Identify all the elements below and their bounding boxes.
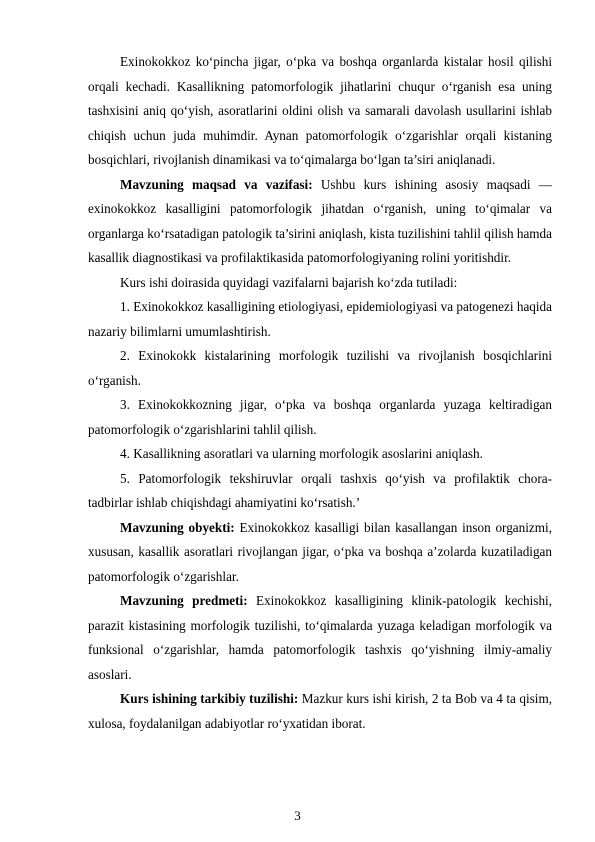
task-item-4: 4. Kasallikning asoratlari va ularning morfologik asoslarini aniqlash. — [120, 446, 483, 461]
task-item-3: 3. Exinokokkozning jigar, o‘pka va boshqa organlarda yuzaga keltiradigan patomorfologik o‘zgarishlarini tahlil qilish. — [88, 397, 552, 437]
document-page — [88, 50, 552, 736]
structure-text: Mazkur kurs ishi kirish, 2 ta Bob va 4 ta qisim, xulosa, foydalanilgan adabiyotlar ro‘yxatidan iborat. — [88, 691, 552, 731]
structure-paragraph — [88, 687, 552, 736]
page-number: 3 — [294, 808, 301, 823]
subject-text: Exinokokkoz kasalligining klinik-patologik kechishi, parazit kistasining morfologik tuzilishi, to‘qimalarda yuzaga keladigan morfologik va funksional o‘zgarishlar, hamda patomorfologik tashxis qo‘yishning ilmiy-amaliy asoslari. — [88, 593, 552, 682]
object-paragraph — [88, 516, 552, 590]
subject-paragraph — [88, 589, 552, 687]
goal-text: Ushbu kurs ishining asosiy maqsadi — exinokokkoz kasalligini patomorfologik jihatdan o‘rganish, uning to‘qimalar va organlarga ko‘rsatadigan patologik ta’sirini aniqlash, kista tuzilishini tahlil qilish hamda kasallik diagnostikasi va profilaktikasida patomorfologiyaning rolini yoritishdir. — [88, 176, 552, 265]
goal-heading: Mavzuning maqsad va vazifasi: — [120, 176, 313, 192]
task-item-2: 2. Exinokokk kistalarining morfologik tuzilishi va rivojlanish bosqichlarini o‘rganish. — [88, 348, 552, 388]
task-item-5: 5. Patomorfologik tekshiruvlar orqali tashxis qo‘yish va profilaktik chora-tadbirlar ishlab chiqishdagi ahamiyatini ko‘rsatish.’ — [88, 470, 552, 510]
goal-paragraph — [88, 173, 552, 271]
structure-heading: Kurs ishining tarkibiy tuzilishi: — [120, 691, 299, 706]
object-heading: Mavzuning obyekti: — [120, 519, 235, 535]
object-text: Exinokokkoz kasalligi bilan kasallangan inson organizmi, xususan, kasallik asoratlari rivojlangan jigar, o‘pka va boshqa a’zolarda kuzatiladigan patomorfologik o‘zgarishlar. — [88, 519, 552, 584]
task-item-1: 1. Exinokokkoz kasalligining etiologiyasi, epidemiologiyasi va patogenezi haqida nazariy bilimlarni umumlashtirish. — [88, 299, 552, 339]
tasks-intro: Kurs ishi doirasida quyidagi vazifalarni bajarish ko‘zda tutiladi: — [120, 274, 458, 290]
intro-paragraph: Exinokokkoz ko‘pincha jigar, o‘pka va boshqa organlarda kistalar hosil qilishi orqali kechadi. Kasallikning patomorfologik jihatlarini chuqur o‘rganish esa uning tashxisini aniq qo‘yish, asoratlarini oldini olish va samarali davolash usullarini ishlab chiqish uchun juda muhimdir. Aynan patomorfologik o‘zgarishlar orqali kistaning bosqichlari, rivojlanish dinamikasi va to‘qimalarga bo‘lgan ta’siri aniqlanadi. — [88, 54, 552, 167]
subject-heading: Mavzuning predmeti: — [120, 593, 248, 608]
